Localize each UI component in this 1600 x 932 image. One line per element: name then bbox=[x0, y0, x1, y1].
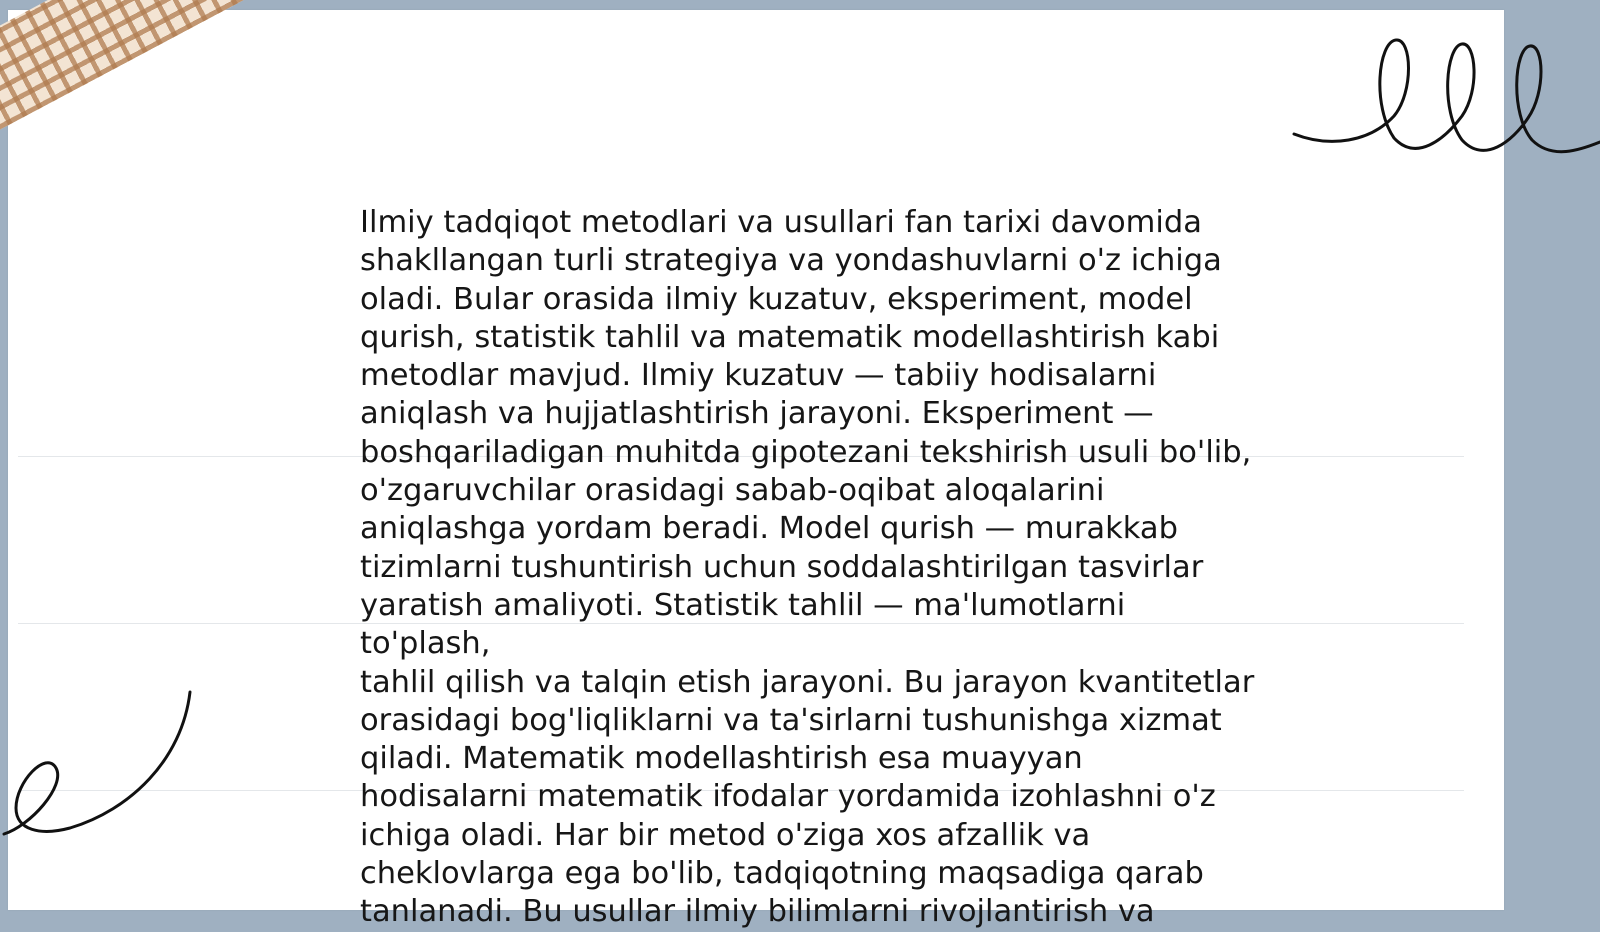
loop-squiggle-icon bbox=[1290, 30, 1600, 170]
swirl-doodle-icon bbox=[0, 690, 200, 850]
body-paragraph: Ilmiy tadqiqot metodlari va usullari fan tarixi davomida shakllangan turli strategiya va yondashuvlarni o'z ichiga oladi. Bular orasida ilmiy kuzatuv, eksperiment, model qurish, statistik tahlil va matematik modellashtirish kabi metodlar mavjud. Ilmiy kuzatuv — tabiiy hodisalarni aniqlash va hujjatlashtirish jarayoni. Eksperiment — boshqariladigan muhitda gipotezani tekshirish usuli bo'lib, o'zgaruvchilar orasidagi sabab-oqibat aloqalarini aniqlashga yordam beradi. Model qurish — murakkab tizimlarni tushuntirish uchun soddalashtirilgan tasvirlar yaratish amaliyoti. Statistik tahlil — ma'lumotlarni to'plash, tahlil qilish va talqin etish jarayoni. Bu jarayon kvantitetlar orasidagi bog'liqliklarni va ta'sirlarni tushunishga xizmat qiladi. Matematik modellashtirish esa muayyan hodisalarni matematik ifodalar yordamida izohlashni o'z ichiga oladi. Har bir metod o'ziga xos afzallik va cheklovlarga ega bo'lib, tadqiqotning maqsadiga qarab tanlanadi. Bu usullar ilmiy bilimlarni rivojlantirish va bbox=[360, 205, 1255, 930]
